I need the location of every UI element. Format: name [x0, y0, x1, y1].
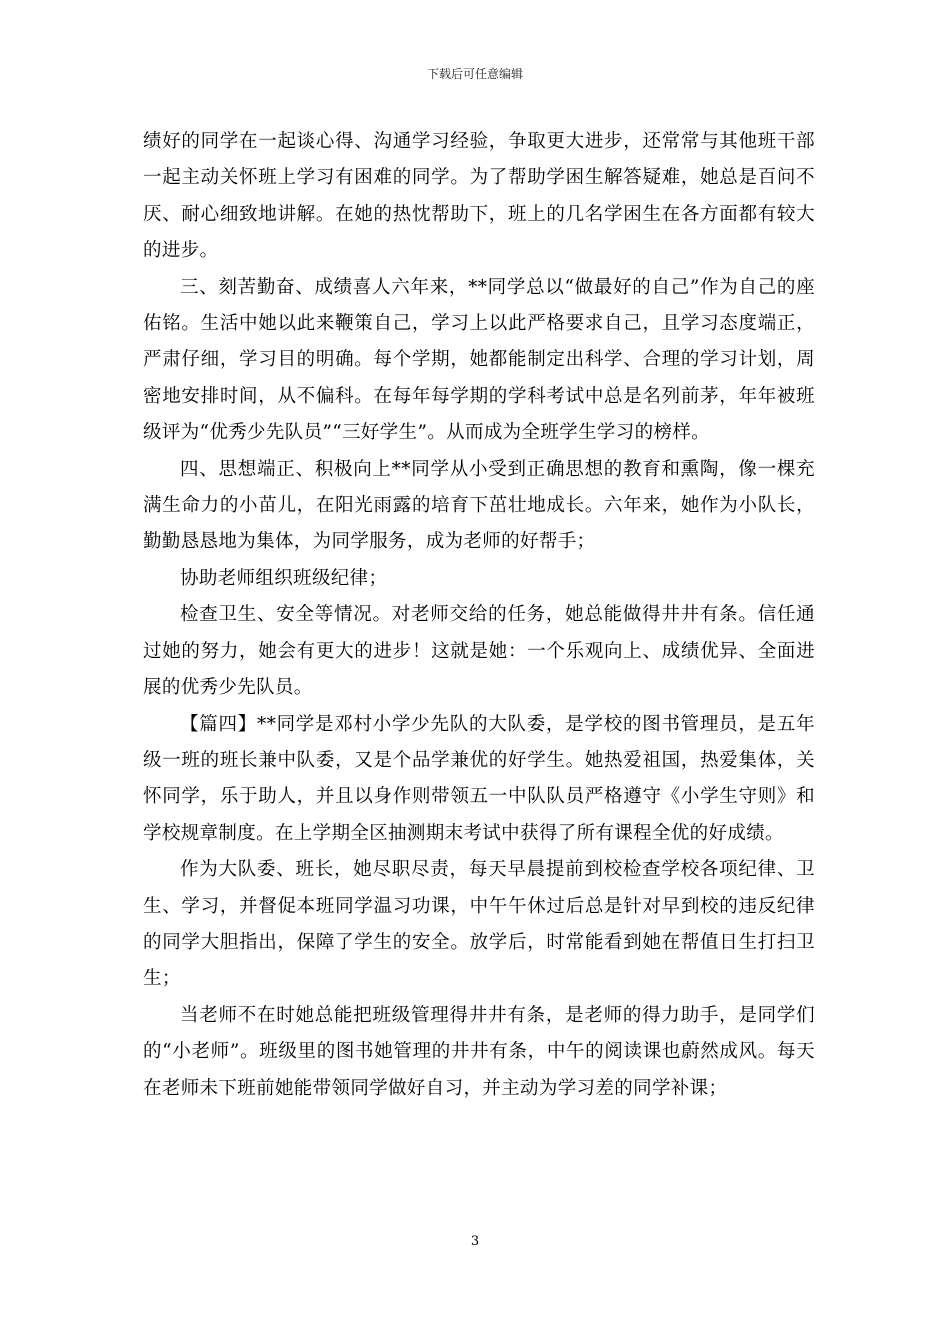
paragraph-7: 作为大队委、班长，她尽职尽责，每天早晨提前到校检查学校各项纪律、卫生、学习，并督促本班同学温习功课，中午午休过后总是针对早到校的违反纪律的同学大胆指出，保障了学生的安全。放学后，时常能看到她在帮值日生打扫卫生；: [143, 859, 815, 990]
paragraph-4: 协助老师组织班级纪律；: [180, 567, 388, 589]
paragraph-1: 绩好的同学在一起谈心得、沟通学习经验，争取更大进步，还常常与其他班干部一起主动关怀班上学习有困难的同学。为了帮助学困生解答疑难，她总是百问不厌、耐心细致地讲解。在她的热忱帮助下，班上的几名学困生在各方面都有较大的进步。: [143, 131, 815, 262]
page-number: 3: [470, 1234, 480, 1249]
paragraph-2: 三、刻苦勤奋、成绩喜人六年来，**同学总以“做最好的自己”作为自己的座佑铭。生活中她以此来鞭策自己，学习上以此严格要求自己，且学习态度端正，严肃仔细，学习目的明确。每个学期，她都能制定出科学、合理的学习计划，周密地安排时间，从不偏科。在每年每学期的学科考试中总是名列前茅，年年被班级评为“优秀少先队员”“三好学生”。从而成为全班学生学习的榜样。: [143, 276, 815, 444]
page-header: 下载后可任意编辑: [426, 67, 523, 81]
paragraph-6: 【篇四】**同学是邓村小学少先队的大队委，是学校的图书管理员，是五年级一班的班长兼中队委，又是个品学兼优的好学生。她热爱祖国，热爱集体，关怀同学，乐于助人，并且以身作则带领五一中队队员严格遵守《小学生守则》和学校规章制度。在上学期全区抽测期末考试中获得了所有课程全优的好成绩。: [143, 713, 815, 844]
paragraph-8: 当老师不在时她总能把班级管理得井井有条，是老师的得力助手，是同学们的“小老师”。班级里的图书她管理的井井有条，中午的阅读课也蔚然成风。每天在老师未下班前她能带领同学做好自习，并主动为学习差的同学补课；: [143, 1004, 815, 1099]
paragraph-3: 四、思想端正、积极向上**同学从小受到正确思想的教育和熏陶，像一棵充满生命力的小苗儿，在阳光雨露的培育下茁壮地成长。六年来，她作为小队长，勤勤恳恳地为集体，为同学服务，成为老师的好帮手；: [143, 458, 815, 553]
document-body: [143, 124, 815, 1107]
paragraph-5: 检查卫生、安全等情况。对老师交给的任务，她总能做得井井有条。信任通过她的努力，她会有更大的进步！这就是她：一个乐观向上、成绩优异、全面进展的优秀少先队员。: [143, 604, 815, 699]
